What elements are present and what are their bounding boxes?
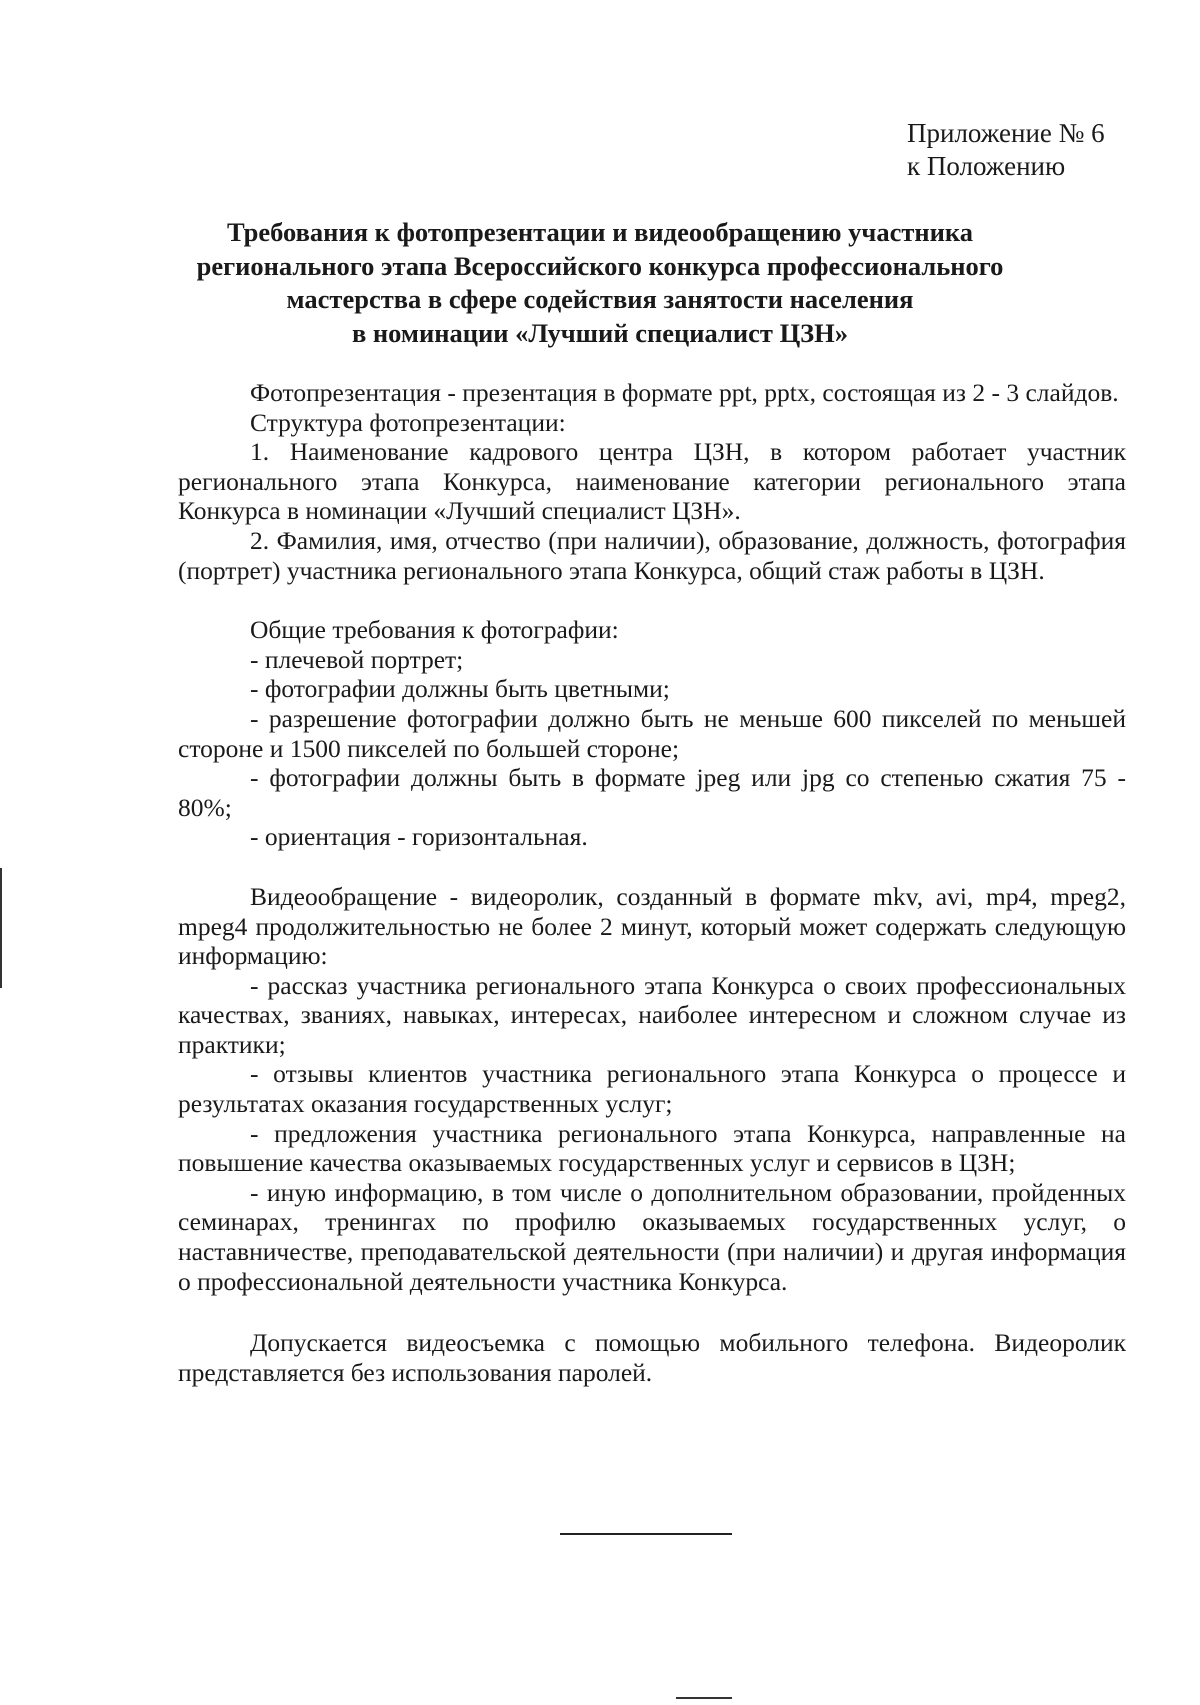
appendix-number: Приложение № 6 [907,118,1105,148]
scan-edge-mark [0,868,2,988]
appendix-reference: к Положению [907,151,1066,181]
title-line-3: мастерства в сфере содействия занятости населения [286,284,914,314]
structure-item-1: 1. Наименование кадрового центра ЦЗН, в котором работает участник регионального этапа Конкурса, наименование категории регионального этапа Конкурса в номинации «Лучший специалист ЦЗН». [178,437,1126,526]
scan-bottom-mark [676,1697,732,1699]
document-title [170,216,1030,350]
photo-requirement-1: - плечевой портрет; [250,644,464,674]
structure-item-2: 2. Фамилия, имя, отчество (при наличии), образование, должность, фотография (портрет) участника регионального этапа Конкурса, общий стаж работы в ЦЗН. [178,525,1126,585]
video-address-intro: Видеообращение - видеоролик, созданный в формате mkv, avi, mp4, mpeg2, mpeg4 продолжительностью не более 2 минут, который может содержать следующую информацию: [178,881,1126,971]
photo-requirement-2: - фотографии должны быть цветными; [250,674,670,704]
document-body [178,378,1126,1387]
structure-heading: Структура фотопрезентации: [250,407,566,437]
photo-requirement-5: - ориентация - горизонтальная. [250,822,588,852]
photo-presentation-intro: Фотопрезентация - презентация в формате ppt, pptx, состоящая из 2 - 3 слайдов. [250,378,1119,407]
video-item-1: - рассказ участника регионального этапа Конкурса о своих профессиональных качествах, званиях, навыках, интересах, наиболее интересном и сложном случае из практики; [178,970,1126,1059]
photo-requirements-heading: Общие требования к фотографии: [250,615,619,645]
video-item-4: - иную информацию, в том числе о дополнительном образовании, пройденных семинарах, тренингах по профилю оказываемых государственных услуг, о наставничестве, преподавательской деятельности (при наличии) и другая информация о профессиональной деятельности участника Конкурса. [178,1177,1126,1296]
video-item-2: - отзывы клиентов участника регионального этапа Конкурса о процессе и результатах оказания государственных услуг; [178,1059,1126,1119]
title-line-2: регионального этапа Всероссийского конкурса профессионального [196,250,1004,281]
title-line-1: Требования к фотопрезентации и видеообращению участника [226,217,974,247]
closing-paragraph: Допускается видеосъемка с помощью мобильного телефона. Видеоролик представляется без использования паролей. [178,1328,1126,1387]
closing-separator-line [560,1533,732,1535]
appendix-header [907,117,1105,183]
title-line-4: в номинации «Лучший специалист ЦЗН» [351,317,849,348]
video-item-3: - предложения участника регионального этапа Конкурса, направленные на повышение качества оказываемых государственных услуг и сервисов в ЦЗН; [178,1118,1126,1178]
photo-requirement-4: - фотографии должны быть в формате jpeg или jpg со степенью сжатия 75 - 80%; [178,763,1126,822]
photo-requirement-3: - разрешение фотографии должно быть не меньше 600 пикселей по меньшей стороне и 1500 пикселей по большей стороне; [178,703,1126,763]
